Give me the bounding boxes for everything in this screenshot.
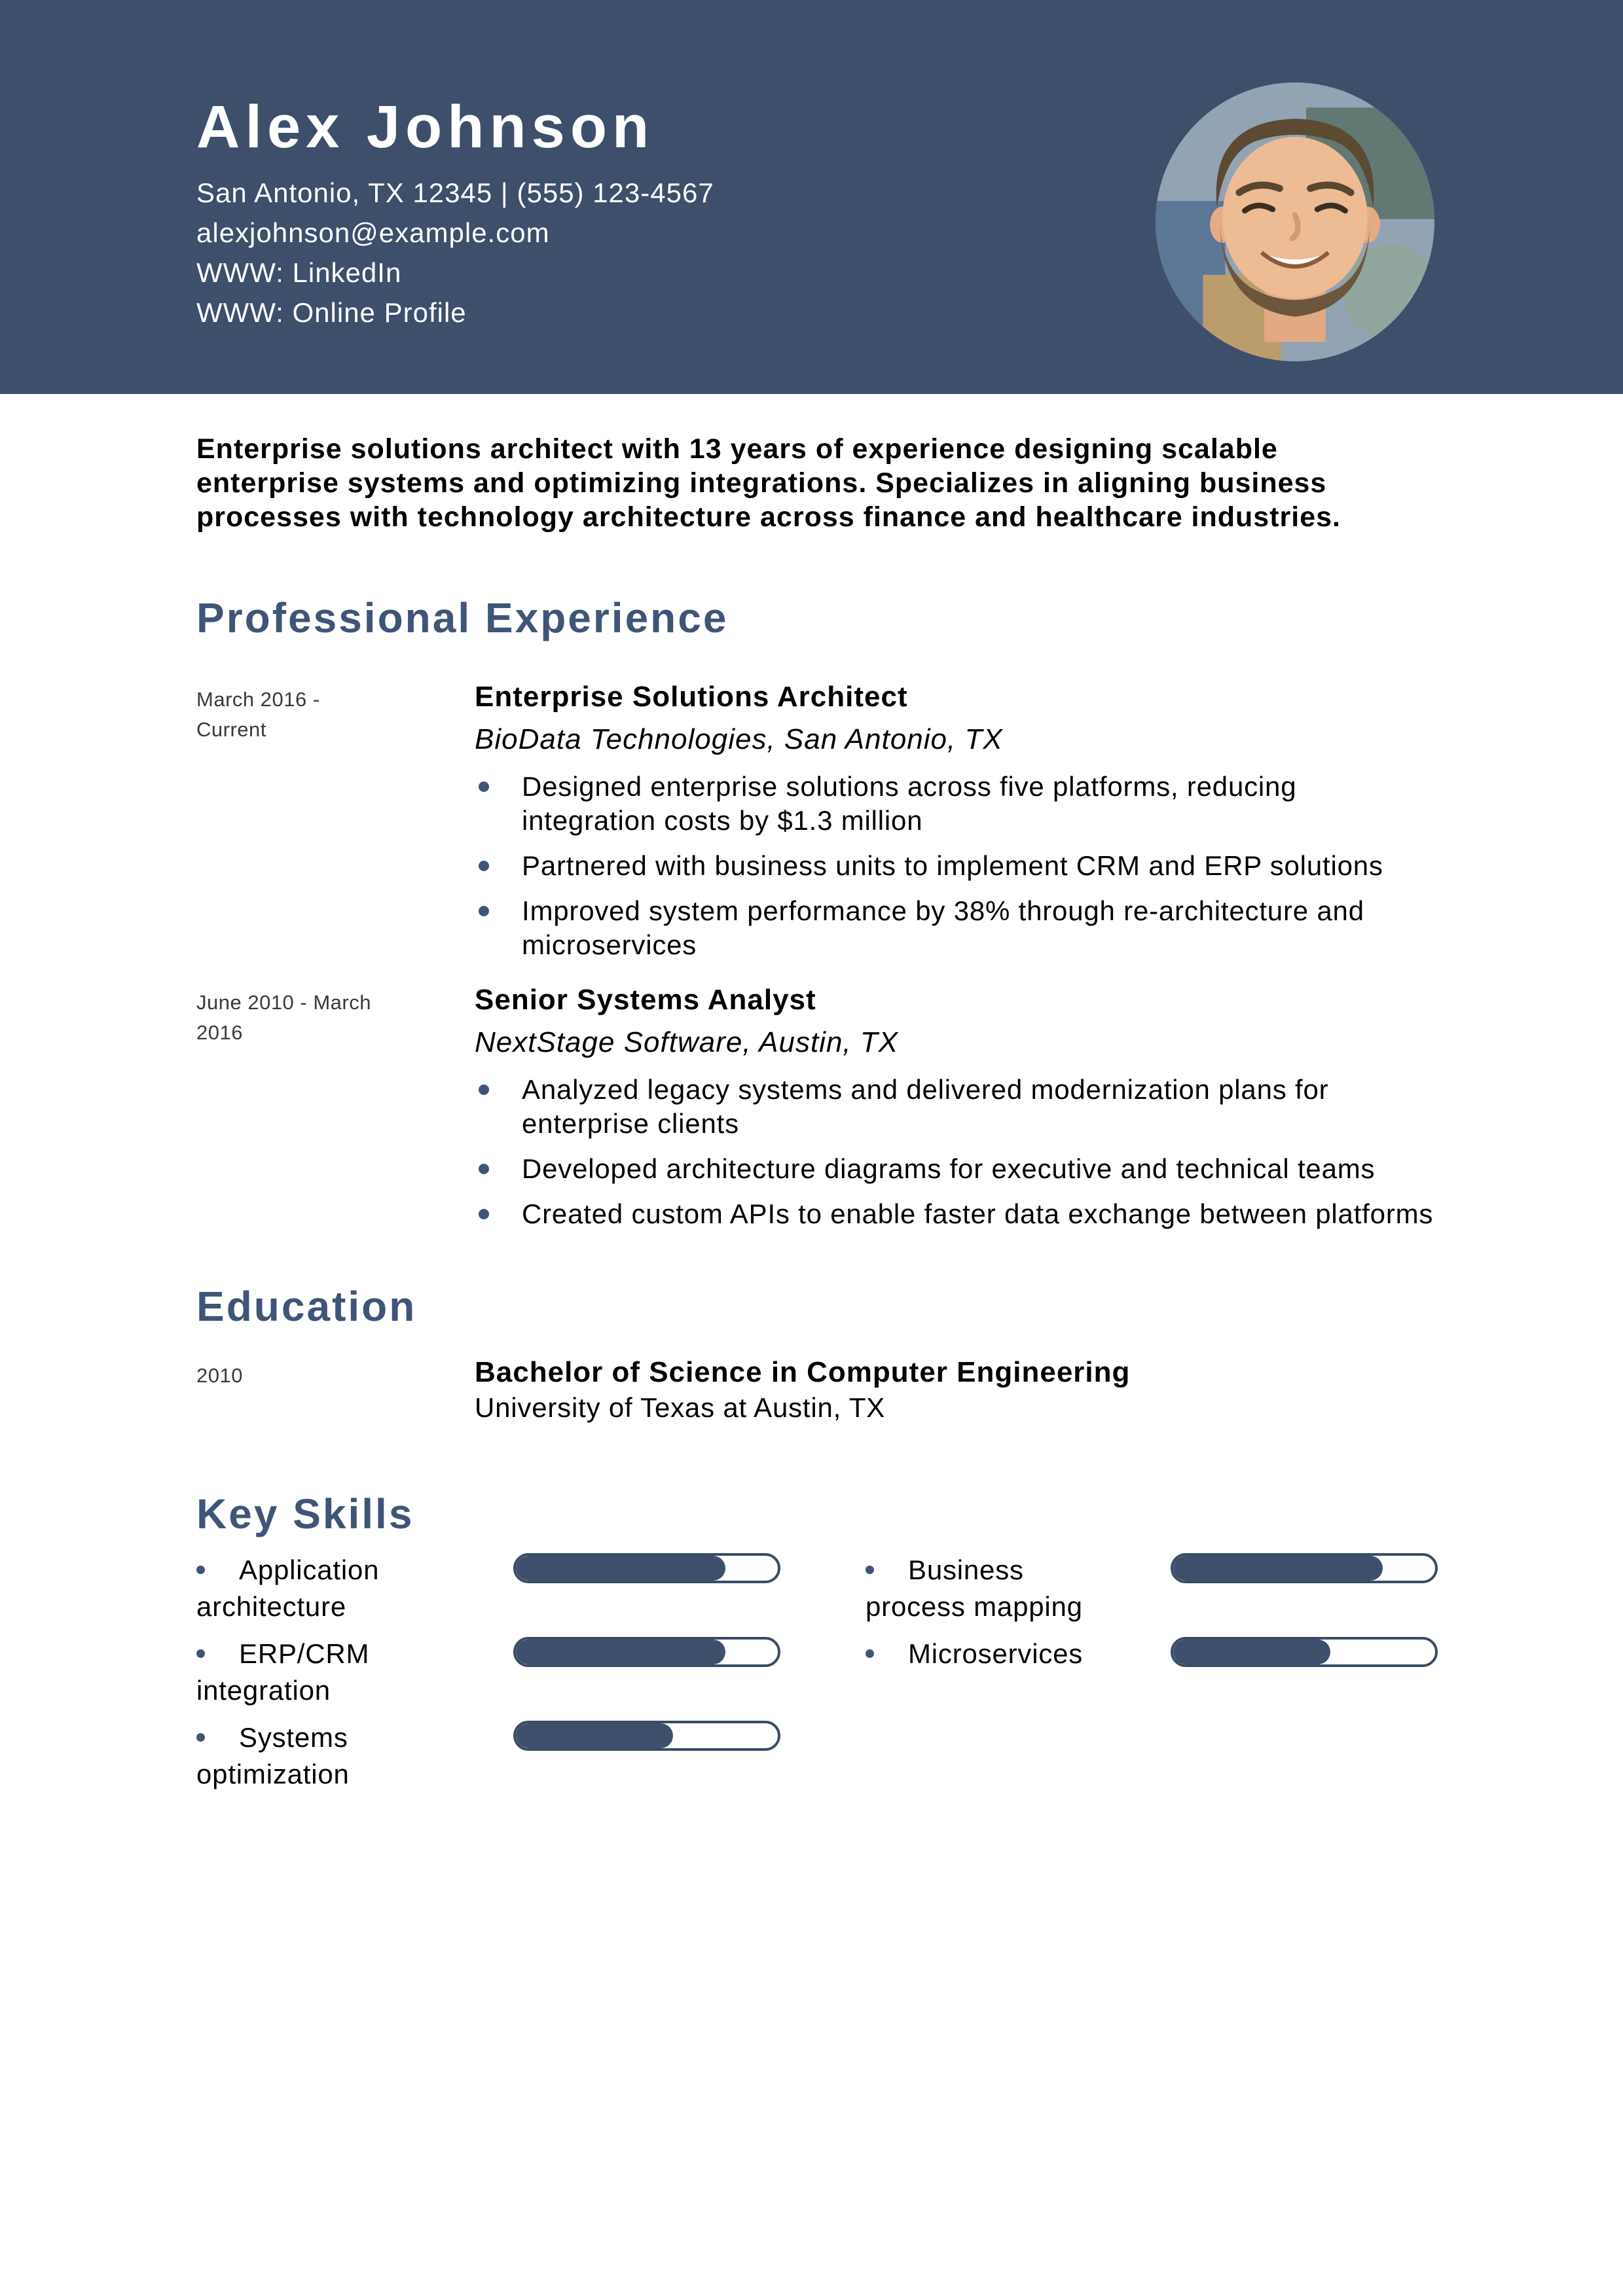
contact-location-phone: San Antonio, TX 12345 | (555) 123-4567 bbox=[196, 177, 714, 208]
skill-bar-business-process-mapping bbox=[1171, 1553, 1438, 1583]
bullet-icon bbox=[866, 1649, 874, 1658]
skill-text: Business process mapping bbox=[866, 1554, 1083, 1622]
experience-entry bbox=[196, 981, 1436, 1242]
bullet-text: Created custom APIs to enable faster data exchange between platforms bbox=[522, 1198, 1434, 1229]
degree: Bachelor of Science in Computer Engineering bbox=[475, 1356, 1131, 1389]
profile-photo bbox=[1156, 82, 1434, 361]
education-entry bbox=[196, 1354, 1436, 1425]
list-item bbox=[475, 894, 1434, 962]
bullet-text: Designed enterprise solutions across five platforms, reducing integration costs by $1.3 million bbox=[522, 770, 1297, 836]
skill-label-microservices bbox=[866, 1636, 1101, 1709]
skill-bar-systems-optimization bbox=[513, 1721, 780, 1751]
bullet-text: Improved system performance by 38% through re-architecture and microservices bbox=[522, 895, 1364, 960]
skill-label-systems-optimization bbox=[196, 1719, 471, 1793]
skill-fill bbox=[516, 1640, 725, 1664]
skill-bar-cell bbox=[513, 1636, 866, 1709]
entry-body bbox=[475, 678, 1434, 973]
bullet-icon bbox=[479, 906, 489, 916]
list-item bbox=[475, 770, 1434, 838]
job-title: Senior Systems Analyst bbox=[475, 983, 816, 1016]
bullet-text: Analyzed legacy systems and delivered modernization plans for enterprise clients bbox=[522, 1073, 1329, 1139]
job-company: BioData Technologies, San Antonio, TX bbox=[475, 723, 1003, 755]
skill-bar-cell bbox=[513, 1552, 866, 1625]
skill-fill bbox=[516, 1556, 725, 1581]
entry-body bbox=[475, 981, 1434, 1242]
experience-entry bbox=[196, 678, 1436, 973]
header bbox=[0, 0, 1623, 394]
bullet-icon bbox=[196, 1733, 205, 1742]
skill-label-erp-crm-integration bbox=[196, 1636, 471, 1709]
bullet-icon bbox=[479, 781, 489, 792]
bullet-text: Partnered with business units to implement CRM and ERP solutions bbox=[522, 850, 1383, 881]
bullet-icon bbox=[479, 1209, 489, 1219]
contact-email[interactable]: alexjohnson@example.com bbox=[196, 217, 550, 248]
skill-text: Application architecture bbox=[196, 1554, 380, 1622]
bullet-icon bbox=[479, 861, 489, 871]
skill-bar-cell bbox=[1171, 1552, 1436, 1625]
skills-grid bbox=[196, 1552, 1436, 1793]
bullet-icon bbox=[866, 1566, 874, 1574]
bullet-list bbox=[475, 1073, 1434, 1231]
list-item bbox=[475, 1073, 1434, 1141]
contact-linkedin-link[interactable]: WWW: LinkedIn bbox=[196, 257, 402, 288]
job-company: NextStage Software, Austin, TX bbox=[475, 1026, 899, 1058]
skill-fill bbox=[1173, 1556, 1383, 1581]
entry-year: 2010 bbox=[196, 1364, 243, 1388]
skill-bar-application-architecture bbox=[513, 1553, 780, 1583]
skill-bar-cell bbox=[1171, 1636, 1436, 1709]
summary-text: Enterprise solutions architect with 13 years of experience designing scalable enterprise systems and optimizing integrations. Specializes in aligning business processes with technology architecture across finance and healthcare industries. bbox=[196, 433, 1341, 533]
bullet-list bbox=[475, 770, 1434, 962]
skill-bar-microservices bbox=[1171, 1637, 1438, 1667]
bullet-icon bbox=[479, 1164, 489, 1174]
skill-text: Systems optimization bbox=[196, 1721, 350, 1789]
entry-dates: March 2016 - Current bbox=[196, 687, 320, 741]
bullet-icon bbox=[196, 1566, 205, 1574]
skill-label-business-process-mapping bbox=[866, 1552, 1101, 1625]
list-item bbox=[475, 849, 1434, 883]
skill-label-application-architecture bbox=[196, 1552, 471, 1625]
main-content bbox=[0, 432, 1623, 1793]
skill-bar-cell bbox=[513, 1719, 866, 1793]
skill-text: Microservices bbox=[908, 1638, 1084, 1669]
bullet-text: Developed architecture diagrams for executive and technical teams bbox=[522, 1153, 1376, 1184]
avatar-graphic bbox=[1156, 82, 1434, 361]
bullet-icon bbox=[479, 1085, 489, 1095]
list-item bbox=[475, 1197, 1434, 1231]
section-heading-skills: Key Skills bbox=[196, 1490, 414, 1538]
skill-fill bbox=[1173, 1640, 1330, 1664]
bullet-icon bbox=[196, 1649, 205, 1658]
section-heading-education: Education bbox=[196, 1282, 417, 1330]
school: University of Texas at Austin, TX bbox=[475, 1392, 886, 1424]
entry-body bbox=[475, 1354, 1434, 1425]
entry-dates: June 2010 - March 2016 bbox=[196, 990, 371, 1044]
section-heading-experience: Professional Experience bbox=[196, 594, 729, 641]
job-title: Enterprise Solutions Architect bbox=[475, 680, 908, 713]
skill-text: ERP/CRM integration bbox=[196, 1638, 370, 1706]
list-item bbox=[475, 1152, 1434, 1186]
skill-fill bbox=[516, 1723, 673, 1748]
skill-bar-erp-crm-integration bbox=[513, 1637, 780, 1667]
contact-online-profile-link[interactable]: WWW: Online Profile bbox=[196, 297, 467, 328]
name-heading: Alex Johnson bbox=[196, 94, 655, 160]
